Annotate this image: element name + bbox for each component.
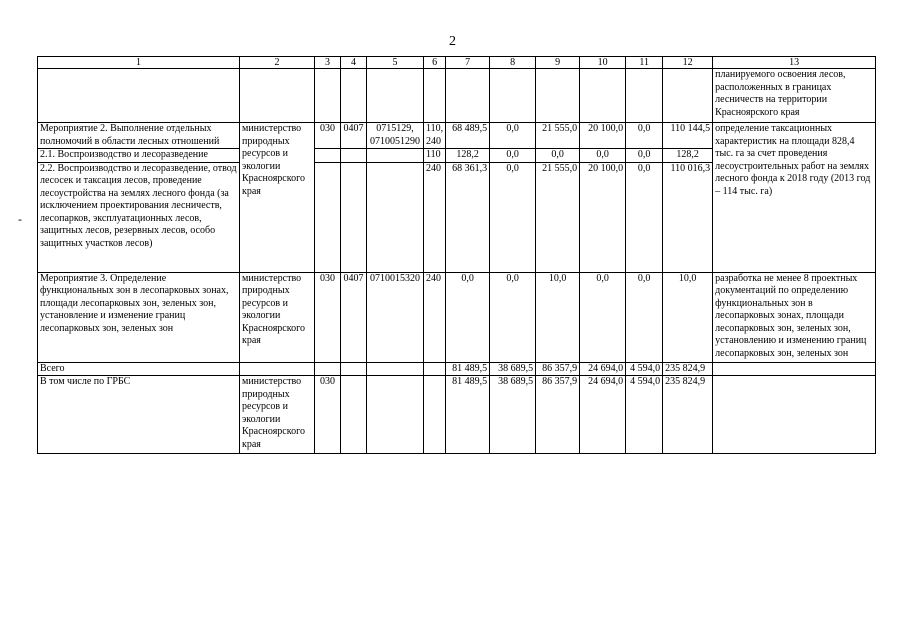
table-row-total: Всего 81 489,5 38 689,5 86 357,9 24 694,0 4 594,0 235 824,9: [38, 362, 876, 376]
header-cell: 8: [490, 57, 536, 69]
header-cell: 13: [713, 57, 876, 69]
program-table: [37, 56, 876, 454]
table-row-grbs: В том числе по ГРБС министерство природных ресурсов и экологии Красноярского края 030 81 489,5 38 689,5 86 357,9 24 694,0 4 594,0 235 824,9: [38, 376, 876, 454]
measure-2-result: определение таксационных характеристик на площади 828,4 тыс. га за счет проведения лесоустроительных работ на землях лесного фонда к 2018 году (2013 год – 114 тыс. га): [713, 123, 876, 273]
header-row: [38, 57, 876, 69]
header-cell: 4: [341, 57, 367, 69]
page-number: 2: [449, 34, 456, 49]
measure-3-result: разработка не менее 8 проектных документаций по определению функциональных зон в лесопарковых зонах, площади лесопарковых зон, зеленых зон, установлению и изменению границ лесопарковых зон, зеленых зон: [713, 272, 876, 362]
header-cell: 5: [367, 57, 424, 69]
header-cell: 2: [240, 57, 315, 69]
table-row-2-2: 2.2. Воспроизводство и лесоразведение, отвод лесосек и таксация лесов, проведение лесоустройства на землях лесного фонда (за исключением проектирования лесничеств, лесопарков, эксплуатационных лесов, защитных лесов, резервных лесов, особо защитных участков лесов) 240 68 361,3 0,0 21 555,0 20 100,0 0,0 110 016,3: [38, 162, 876, 272]
header-cell: 7: [446, 57, 490, 69]
header-cell: 11: [626, 57, 663, 69]
result-cell: планируемого освоения лесов, расположенных в границах лесничеств на территории Красноярского края: [713, 69, 876, 123]
table-row-measure-2: Мероприятие 2. Выполнение отдельных полномочий в области лесных отношений министерство природных ресурсов и экологии Красноярского края 030 0407 0715129, 0710051290 110, 240 68 489,5 0,0 21 555,0 20 100,0 0,0 110 144,5 определение таксационных характеристик на площади 828,4 тыс. га за счет проведения лесоустроительных работ на землях лесного фонда к 2018 году (2013 год – 114 тыс. га): [38, 123, 876, 149]
table-row-2-1: 2.1. Воспроизводство и лесоразведение 110 128,2 0,0 0,0 0,0 0,0 128,2: [38, 149, 876, 163]
continuation-row: [38, 69, 876, 123]
header-cell: 1: [38, 57, 240, 69]
table-row-measure-3: Мероприятие 3. Определение функциональных зон в лесопарковых зонах, площади лесопарковых зон, зеленых зон, установление и изменение границ лесопарковых зон, зеленых зон министерство природных ресурсов и экологии Красноярского края 030 0407 0710015320 240 0,0 0,0 10,0 0,0 0,0 10,0 разработка не менее 8 проектных документаций по определению функциональных зон в лесопарковых зонах, площади лесопарковых зон, зеленых зон, установлению и изменению границ лесопарковых зон, зеленых зон: [38, 272, 876, 362]
header-cell: 3: [315, 57, 341, 69]
header-cell: 6: [424, 57, 446, 69]
measure-3-title: Мероприятие 3. Определение функциональных зон в лесопарковых зонах, площади лесопарковых зон, зеленых зон, установление и изменение границ лесопарковых зон, зеленых зон: [38, 272, 240, 362]
header-cell: 12: [663, 57, 713, 69]
header-cell: 10: [580, 57, 626, 69]
header-cell: 9: [536, 57, 580, 69]
measure-2-title: Мероприятие 2. Выполнение отдельных полномочий в области лесных отношений: [38, 123, 240, 149]
measure-2-executor: министерство природных ресурсов и экологии Красноярского края: [240, 123, 315, 273]
margin-dash: -: [18, 212, 22, 226]
